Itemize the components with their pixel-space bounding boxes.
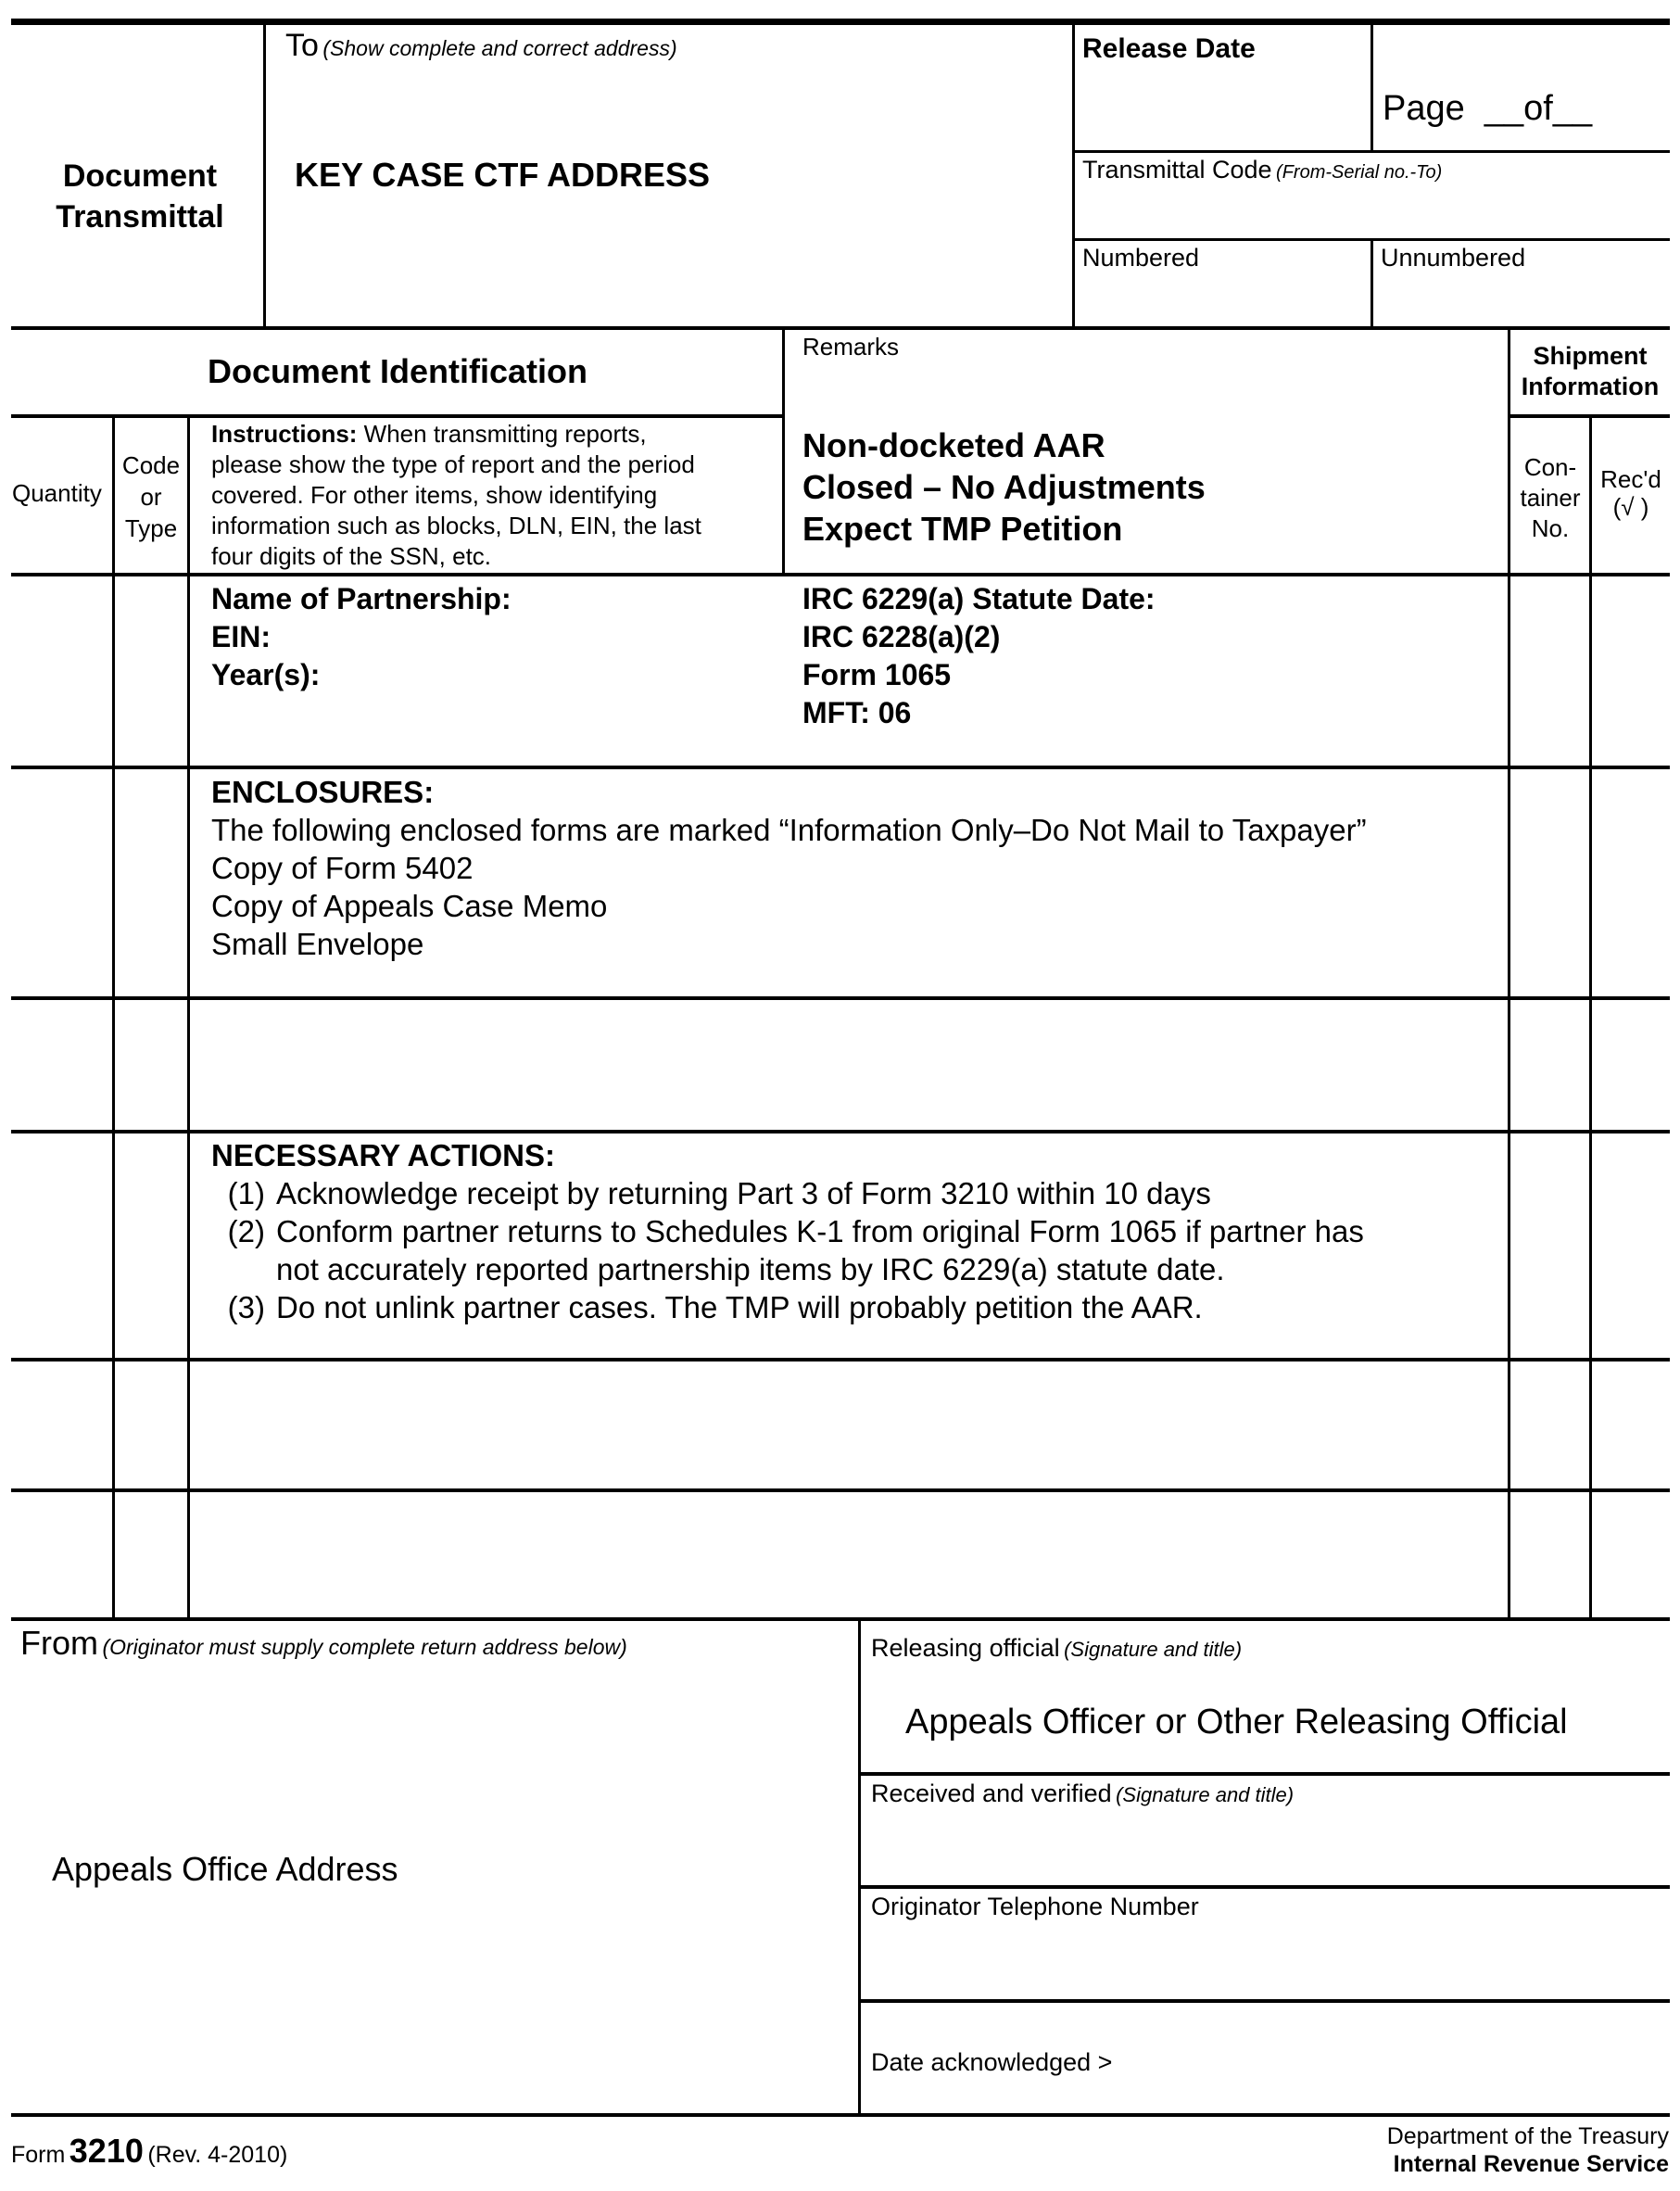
necessary-actions[interactable] xyxy=(211,1136,1364,1326)
enclosures-title: ENCLOSURES: xyxy=(211,775,435,809)
container-line1: Con- xyxy=(1523,453,1577,481)
originator-phone-field[interactable] xyxy=(862,1926,1670,1998)
from-address-field[interactable]: Appeals Office Address xyxy=(52,1850,398,1888)
recd-line1: Rec'd xyxy=(1600,465,1661,493)
releasing-official-text: Releasing official xyxy=(871,1634,1060,1662)
irc-section: IRC 6228(a)(2) xyxy=(802,620,1001,653)
form-title xyxy=(19,156,261,237)
divider xyxy=(1589,416,1592,1619)
transmittal-code-field[interactable] xyxy=(1077,190,1668,236)
top-border xyxy=(11,19,1670,25)
col-recd xyxy=(1592,465,1670,521)
remarks-line: Expect TMP Petition xyxy=(802,510,1123,548)
action-text: not accurately reported partnership items by IRC 6229(a) statute date. xyxy=(276,1252,1225,1286)
divider xyxy=(112,416,115,1619)
remarks-text[interactable] xyxy=(802,424,1206,550)
to-address-field[interactable]: KEY CASE CTF ADDRESS xyxy=(295,156,711,194)
col-quantity: Quantity xyxy=(12,479,102,507)
releasing-official-label xyxy=(871,1634,1242,1663)
numbered-label[interactable]: Numbered xyxy=(1082,244,1200,272)
empty-row[interactable] xyxy=(190,1000,1508,1130)
action-item xyxy=(211,1250,1364,1288)
empty-row[interactable] xyxy=(190,1361,1508,1488)
to-hint: (Show complete and correct address) xyxy=(322,36,677,60)
row-border xyxy=(11,766,1670,769)
agency-block xyxy=(1387,2122,1669,2178)
shipment-line1: Shipment xyxy=(1533,342,1648,370)
received-verified-text: Received and verified xyxy=(871,1779,1112,1807)
row-border xyxy=(11,573,1670,576)
remarks-label: Remarks xyxy=(802,333,900,361)
instructions-label: Instructions: xyxy=(211,420,358,448)
container-line3: No. xyxy=(1531,514,1570,542)
originator-phone-label: Originator Telephone Number xyxy=(871,1893,1199,1920)
container-line2: tainer xyxy=(1520,484,1581,512)
mft-code: MFT: 06 xyxy=(802,696,912,729)
received-verified-field[interactable] xyxy=(862,1812,1670,1884)
remarks-line: Closed – No Adjustments xyxy=(802,468,1206,506)
action-item xyxy=(211,1174,1364,1212)
remarks-line: Non-docketed AAR xyxy=(802,426,1105,464)
row-border xyxy=(11,1130,1670,1133)
section-border xyxy=(11,1617,1670,1621)
action-text: Conform partner returns to Schedules K-1 from original Form 1065 if partner has xyxy=(276,1214,1364,1248)
transmittal-code-hint: (From-Serial no.-To) xyxy=(1276,162,1443,183)
form-number-value: 3210 xyxy=(69,2132,144,2170)
received-verified-label xyxy=(871,1779,1294,1808)
from-label-text: From xyxy=(20,1624,98,1662)
col-code-or-type xyxy=(115,450,187,544)
divider xyxy=(859,1772,1670,1776)
to-label xyxy=(285,28,677,64)
action-text: Acknowledge receipt by returning Part 3 of Form 3210 within 10 days xyxy=(276,1176,1211,1210)
release-date-label: Release Date xyxy=(1082,33,1256,64)
form-title-line2: Transmittal xyxy=(56,199,224,234)
divider xyxy=(1072,22,1075,328)
statute-date-label: IRC 6229(a) Statute Date: xyxy=(802,582,1156,615)
unnumbered-label[interactable]: Unnumbered xyxy=(1381,244,1526,272)
instructions-line: covered. For other items, show identifying xyxy=(211,481,658,509)
page-label[interactable]: Page __of__ xyxy=(1383,89,1593,128)
form-revision: (Rev. 4-2010) xyxy=(147,2142,288,2168)
transmittal-code-label xyxy=(1082,156,1442,184)
action-number: (1) xyxy=(227,1176,265,1210)
action-number: (2) xyxy=(227,1214,265,1248)
action-item xyxy=(211,1212,1364,1250)
form-type: Form 1065 xyxy=(802,658,952,691)
enclosures[interactable] xyxy=(211,773,1367,963)
col-container-no xyxy=(1510,452,1590,544)
shipment-line2: Information xyxy=(1521,373,1660,400)
releasing-official-field[interactable]: Appeals Officer or Other Releasing Official xyxy=(905,1703,1568,1741)
col-code-line3: Type xyxy=(124,514,178,542)
partnership-info-right[interactable] xyxy=(802,580,1156,732)
date-acknowledged-label[interactable]: Date acknowledged > xyxy=(871,2048,1113,2076)
action-number: (3) xyxy=(227,1290,265,1324)
shipment-info-title xyxy=(1510,341,1670,402)
action-text: Do not unlink partner cases. The TMP will probably petition the AAR. xyxy=(276,1290,1203,1324)
enclosure-item: Copy of Appeals Case Memo xyxy=(211,889,608,923)
recd-check-icon: (√ ) xyxy=(1612,493,1649,521)
instructions-line: information such as blocks, DLN, EIN, the last xyxy=(211,512,701,539)
instructions-line: please show the type of report and the period xyxy=(211,450,695,478)
divider xyxy=(859,1885,1670,1889)
form-title-line1: Document xyxy=(62,158,218,194)
transmittal-code-text: Transmittal Code xyxy=(1082,156,1272,184)
ein-label: EIN: xyxy=(211,620,271,653)
bottom-border xyxy=(11,2113,1670,2117)
years-label: Year(s): xyxy=(211,658,321,691)
to-label-text: To xyxy=(285,28,319,63)
enclosure-item: Copy of Form 5402 xyxy=(211,851,474,885)
section-border xyxy=(11,326,1670,330)
actions-title: NECESSARY ACTIONS: xyxy=(211,1138,555,1172)
divider xyxy=(1371,238,1373,328)
from-label xyxy=(20,1624,627,1662)
divider xyxy=(1371,22,1373,152)
instructions-line: four digits of the SSN, etc. xyxy=(211,542,492,570)
instructions-line: When transmitting reports, xyxy=(357,420,647,448)
form-prefix: Form xyxy=(11,2142,66,2168)
enclosure-item: Small Envelope xyxy=(211,927,424,961)
doc-id-title: Document Identification xyxy=(207,352,587,390)
from-hint: (Originator must supply complete return address below) xyxy=(102,1635,627,1659)
department-name: Department of the Treasury xyxy=(1386,2123,1669,2149)
divider xyxy=(263,22,266,328)
release-date-field[interactable] xyxy=(1077,74,1368,148)
agency-name: Internal Revenue Service xyxy=(1393,2151,1669,2177)
action-item xyxy=(211,1288,1364,1326)
form-number xyxy=(11,2132,287,2170)
received-verified-hint: (Signature and title) xyxy=(1116,1783,1295,1806)
enclosure-item: The following enclosed forms are marked “Information Only–Do Not Mail to Taxpayer” xyxy=(211,813,1367,847)
partnership-name-label: Name of Partnership: xyxy=(211,582,512,615)
instructions xyxy=(211,419,701,572)
col-code-line1: Code xyxy=(121,451,181,479)
divider xyxy=(858,1619,861,2115)
partnership-info-left[interactable] xyxy=(211,580,512,694)
divider xyxy=(859,1999,1670,2003)
empty-row[interactable] xyxy=(190,1492,1508,1617)
divider xyxy=(11,414,784,418)
col-code-line2: or xyxy=(140,483,162,511)
releasing-official-hint: (Signature and title) xyxy=(1064,1638,1243,1661)
